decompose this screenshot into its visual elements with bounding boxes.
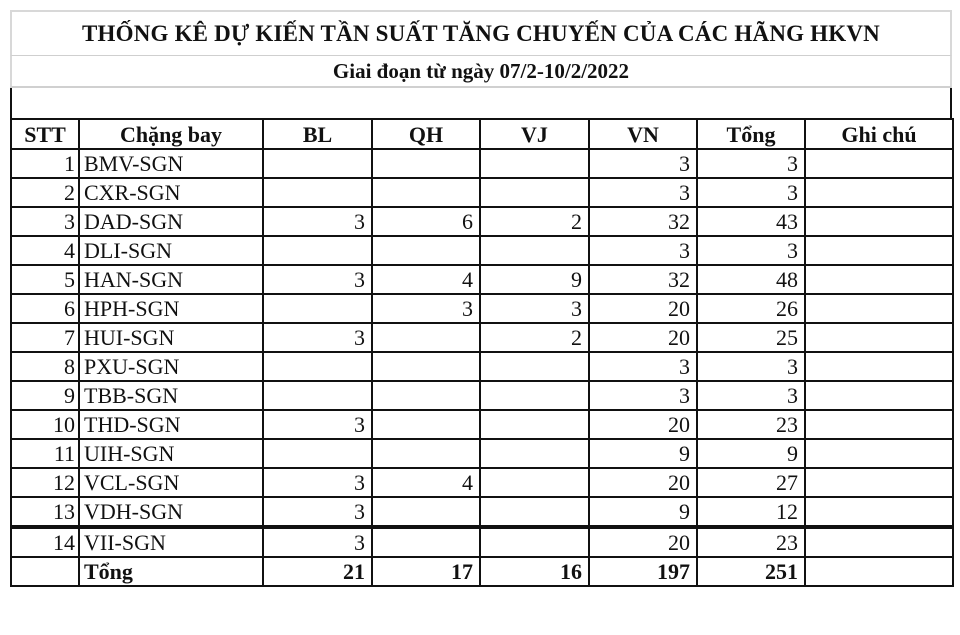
cell-route[interactable]: TBB-SGN	[79, 381, 263, 410]
cell-bl[interactable]	[263, 149, 372, 178]
cell-vn[interactable]: 20	[589, 294, 697, 323]
cell-stt[interactable]: 13	[11, 497, 79, 527]
header-stt[interactable]: STT	[11, 119, 79, 149]
cell-total[interactable]: 3	[697, 352, 805, 381]
cell-bl[interactable]: 3	[263, 265, 372, 294]
cell-stt[interactable]: 9	[11, 381, 79, 410]
cell-vj[interactable]: 3	[480, 294, 589, 323]
cell-total[interactable]: 3	[697, 381, 805, 410]
cell-note[interactable]	[805, 294, 953, 323]
cell-bl[interactable]: 3	[263, 468, 372, 497]
cell-bl[interactable]	[263, 236, 372, 265]
cell-vn[interactable]: 20	[589, 323, 697, 352]
spreadsheet	[10, 10, 952, 587]
cell-stt[interactable]: 8	[11, 352, 79, 381]
cell-route[interactable]: VII-SGN	[79, 527, 263, 557]
cell-total[interactable]: 3	[697, 149, 805, 178]
cell-qh[interactable]	[372, 178, 480, 207]
cell-vn[interactable]: 20	[589, 410, 697, 439]
cell-qh-total[interactable]: 17	[372, 557, 480, 586]
cell-stt[interactable]: 3	[11, 207, 79, 236]
cell-qh[interactable]	[372, 497, 480, 527]
cell-vj-total[interactable]: 16	[480, 557, 589, 586]
cell-grand-total[interactable]: 251	[697, 557, 805, 586]
cell-vj[interactable]	[480, 178, 589, 207]
cell-route[interactable]: VCL-SGN	[79, 468, 263, 497]
cell-note[interactable]	[805, 557, 953, 586]
cell-bl[interactable]	[263, 381, 372, 410]
cell-qh[interactable]: 6	[372, 207, 480, 236]
cell-bl[interactable]: 3	[263, 410, 372, 439]
cell-note[interactable]	[805, 439, 953, 468]
cell-vn[interactable]: 3	[589, 236, 697, 265]
cell-stt[interactable]: 7	[11, 323, 79, 352]
cell-note[interactable]	[805, 527, 953, 557]
cell-total[interactable]: 26	[697, 294, 805, 323]
cell-stt[interactable]: 2	[11, 178, 79, 207]
cell-total[interactable]: 48	[697, 265, 805, 294]
cell-bl[interactable]	[263, 439, 372, 468]
cell-vn-total[interactable]: 197	[589, 557, 697, 586]
cell-total[interactable]: 27	[697, 468, 805, 497]
table-row	[11, 410, 953, 439]
cell-total[interactable]: 25	[697, 323, 805, 352]
cell-stt[interactable]: 11	[11, 439, 79, 468]
cell-total[interactable]: 23	[697, 410, 805, 439]
cell-stt[interactable]: 12	[11, 468, 79, 497]
cell-note[interactable]	[805, 207, 953, 236]
cell-total[interactable]: 43	[697, 207, 805, 236]
cell-route[interactable]: CXR-SGN	[79, 178, 263, 207]
header-bl[interactable]: BL	[263, 119, 372, 149]
table-row	[11, 178, 953, 207]
cell-qh[interactable]	[372, 381, 480, 410]
cell-vj[interactable]	[480, 381, 589, 410]
cell-stt[interactable]: 1	[11, 149, 79, 178]
cell-qh[interactable]	[372, 439, 480, 468]
cell-vj[interactable]	[480, 410, 589, 439]
cell-bl[interactable]: 3	[263, 207, 372, 236]
header-vn[interactable]: VN	[589, 119, 697, 149]
cell-vn[interactable]: 20	[589, 468, 697, 497]
flight-frequency-table	[10, 118, 954, 587]
report-period: Giai đoạn từ ngày 07/2-10/2/2022	[10, 56, 952, 88]
cell-total[interactable]: 23	[697, 527, 805, 557]
cell-bl[interactable]	[263, 294, 372, 323]
cell-vn[interactable]: 9	[589, 439, 697, 468]
header-route[interactable]: Chặng bay	[79, 119, 263, 149]
cell-total[interactable]: 9	[697, 439, 805, 468]
cell-bl[interactable]	[263, 352, 372, 381]
cell-vj[interactable]: 2	[480, 323, 589, 352]
table-row	[11, 265, 953, 294]
total-row	[11, 557, 953, 586]
cell-vj[interactable]	[480, 236, 589, 265]
cell-qh[interactable]	[372, 323, 480, 352]
cell-qh[interactable]	[372, 410, 480, 439]
cell-vj[interactable]	[480, 352, 589, 381]
cell-route[interactable]: BMV-SGN	[79, 149, 263, 178]
cell-vn[interactable]: 20	[589, 527, 697, 557]
table-row	[11, 497, 953, 527]
cell-stt[interactable]	[11, 557, 79, 586]
cell-note[interactable]	[805, 410, 953, 439]
table-row	[11, 352, 953, 381]
cell-note[interactable]	[805, 468, 953, 497]
cell-stt[interactable]: 5	[11, 265, 79, 294]
table-row	[11, 294, 953, 323]
cell-vn[interactable]: 3	[589, 149, 697, 178]
header-total[interactable]: Tổng	[697, 119, 805, 149]
cell-bl-total[interactable]: 21	[263, 557, 372, 586]
blank-row	[10, 88, 952, 118]
cell-route[interactable]: VDH-SGN	[79, 497, 263, 527]
cell-note[interactable]	[805, 352, 953, 381]
cell-total[interactable]: 3	[697, 236, 805, 265]
cell-total-label[interactable]: Tổng	[79, 557, 263, 586]
cell-vn[interactable]: 9	[589, 497, 697, 527]
cell-note[interactable]	[805, 497, 953, 527]
cell-stt[interactable]: 14	[11, 527, 79, 557]
cell-qh[interactable]	[372, 352, 480, 381]
cell-qh[interactable]	[372, 236, 480, 265]
cell-qh[interactable]	[372, 527, 480, 557]
cell-vn[interactable]: 32	[589, 207, 697, 236]
cell-qh[interactable]: 4	[372, 468, 480, 497]
table-row	[11, 207, 953, 236]
header-qh[interactable]: QH	[372, 119, 480, 149]
cell-vn[interactable]: 32	[589, 265, 697, 294]
cell-vj[interactable]	[480, 149, 589, 178]
cell-stt[interactable]: 10	[11, 410, 79, 439]
cell-bl[interactable]: 3	[263, 497, 372, 527]
table-row	[11, 439, 953, 468]
cell-route[interactable]: DAD-SGN	[79, 207, 263, 236]
cell-route[interactable]: HAN-SGN	[79, 265, 263, 294]
cell-stt[interactable]: 6	[11, 294, 79, 323]
cell-note[interactable]	[805, 265, 953, 294]
cell-note[interactable]	[805, 178, 953, 207]
cell-total[interactable]: 12	[697, 497, 805, 527]
report-title: THỐNG KÊ DỰ KIẾN TẦN SUẤT TĂNG CHUYẾN CỦA CÁC HÃNG HKVN	[10, 10, 952, 56]
header-note[interactable]: Ghi chú	[805, 119, 953, 149]
table-row	[11, 468, 953, 497]
cell-route[interactable]: THD-SGN	[79, 410, 263, 439]
header-row	[11, 119, 953, 149]
cell-route[interactable]: UIH-SGN	[79, 439, 263, 468]
cell-note[interactable]	[805, 323, 953, 352]
cell-note[interactable]	[805, 381, 953, 410]
cell-vj[interactable]	[480, 497, 589, 527]
cell-vn[interactable]: 3	[589, 352, 697, 381]
cell-qh[interactable]: 4	[372, 265, 480, 294]
cell-vn[interactable]: 3	[589, 178, 697, 207]
cell-stt[interactable]: 4	[11, 236, 79, 265]
cell-note[interactable]	[805, 236, 953, 265]
cell-vj[interactable]	[480, 439, 589, 468]
table-row	[11, 527, 953, 557]
table-row	[11, 381, 953, 410]
cell-route[interactable]: PXU-SGN	[79, 352, 263, 381]
cell-bl[interactable]: 3	[263, 527, 372, 557]
cell-bl[interactable]: 3	[263, 323, 372, 352]
cell-bl[interactable]	[263, 178, 372, 207]
cell-route[interactable]: HUI-SGN	[79, 323, 263, 352]
cell-vn[interactable]: 3	[589, 381, 697, 410]
table-row	[11, 236, 953, 265]
cell-vj[interactable]: 2	[480, 207, 589, 236]
cell-vj[interactable]	[480, 468, 589, 497]
table-row	[11, 149, 953, 178]
cell-route[interactable]: HPH-SGN	[79, 294, 263, 323]
cell-vj[interactable]: 9	[480, 265, 589, 294]
cell-qh[interactable]: 3	[372, 294, 480, 323]
table-row	[11, 323, 953, 352]
cell-note[interactable]	[805, 149, 953, 178]
cell-route[interactable]: DLI-SGN	[79, 236, 263, 265]
cell-total[interactable]: 3	[697, 178, 805, 207]
cell-qh[interactable]	[372, 149, 480, 178]
cell-vj[interactable]	[480, 527, 589, 557]
header-vj[interactable]: VJ	[480, 119, 589, 149]
